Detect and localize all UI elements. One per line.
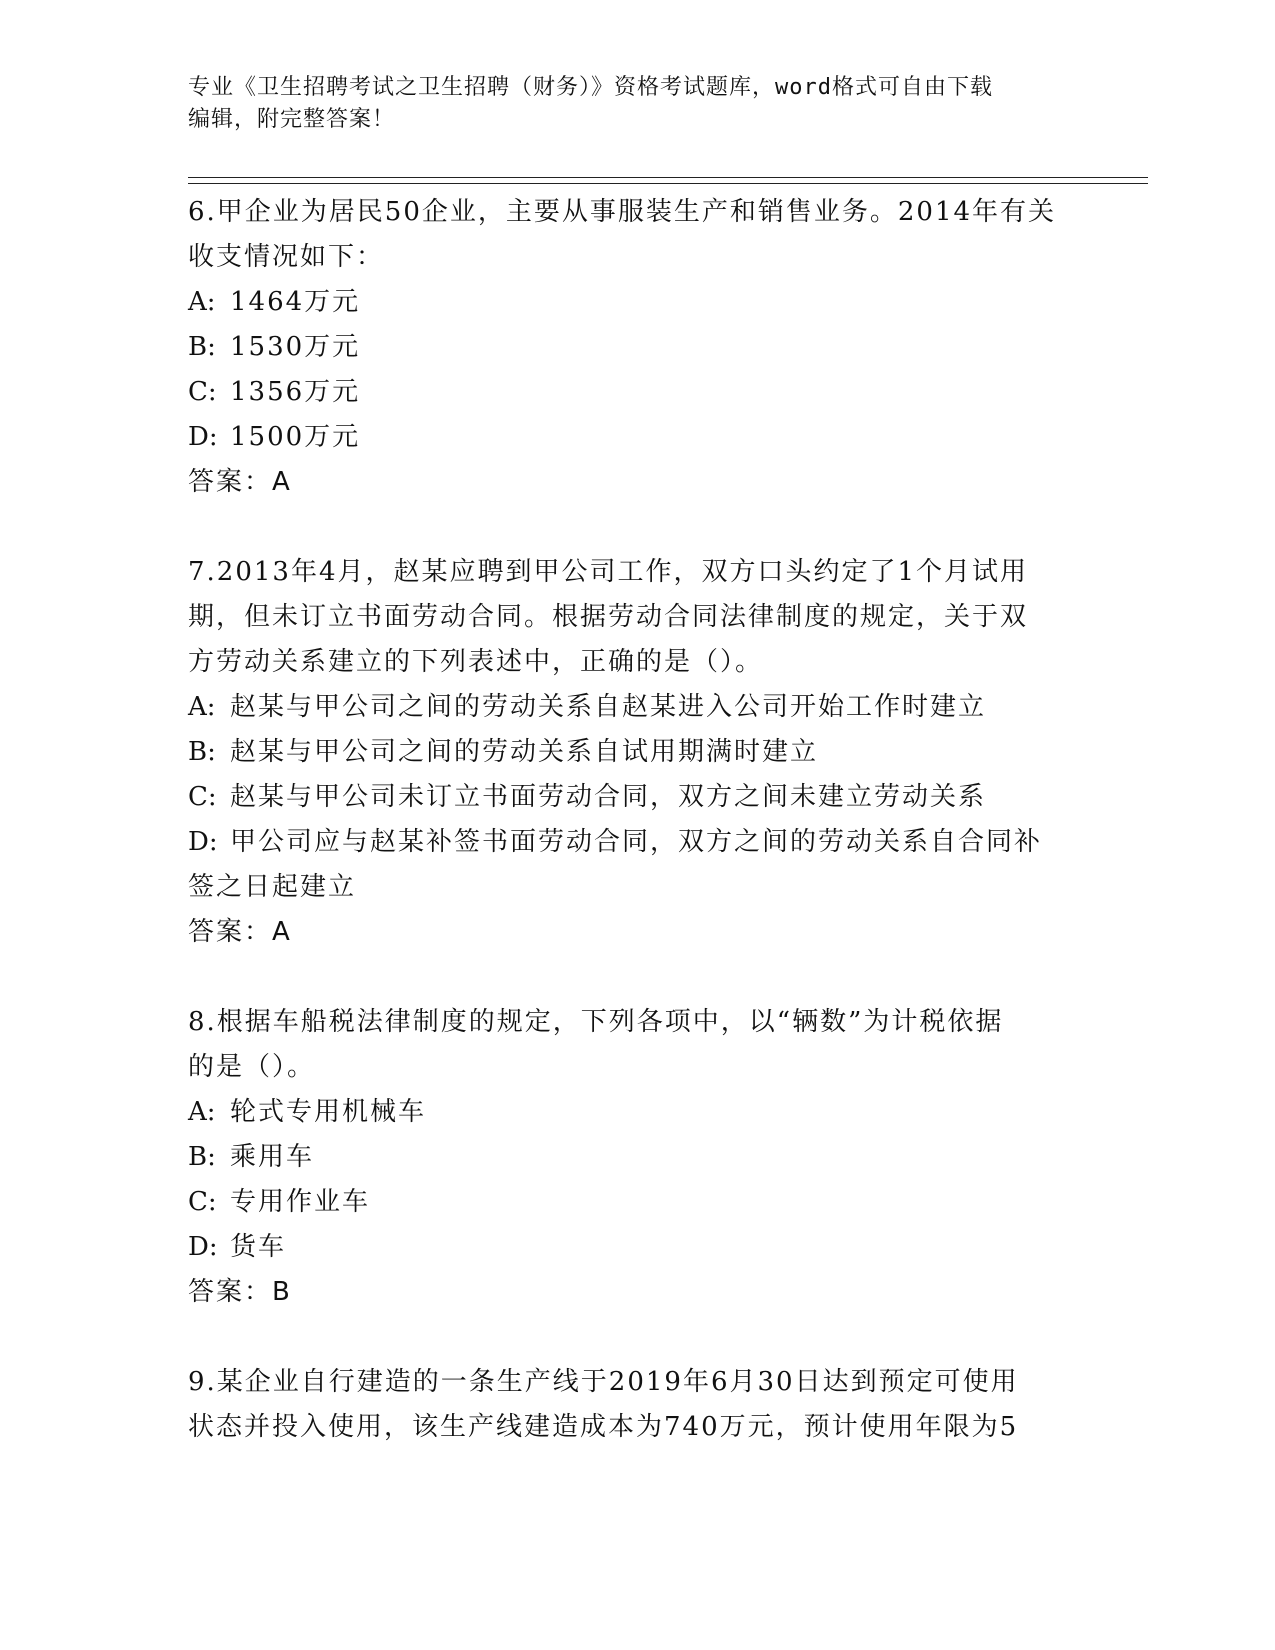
header-line-2: 编辑，附完整答案！ — [188, 107, 396, 132]
option-text: 1530万元 — [230, 332, 361, 362]
spacer — [188, 505, 1088, 550]
option-text: 1356万元 — [230, 377, 361, 407]
question-stem-line: 7.2013年4月，赵某应聘到甲公司工作，双方口头约定了1个月试用 — [188, 557, 1029, 587]
option-d — [188, 820, 1088, 865]
question-stem-line: 期，但未订立书面劳动合同。根据劳动合同法律制度的规定，关于双 — [188, 602, 1029, 632]
option-letter: C: — [188, 1187, 217, 1217]
answer-line: 答案：A — [188, 467, 292, 497]
option-c — [188, 775, 1088, 820]
question-stem-line: 状态并投入使用，该生产线建造成本为740万元，预计使用年限为5 — [188, 1412, 1019, 1442]
question-stem-line: 6.甲企业为居民50企业，主要从事服装生产和销售业务。2014年有关 — [188, 197, 1057, 227]
option-letter: D: — [188, 1232, 218, 1262]
option-text: 赵某与甲公司未订立书面劳动合同，双方之间未建立劳动关系 — [230, 782, 987, 812]
option-b — [188, 730, 1088, 775]
option-text: 轮式专用机械车 — [230, 1097, 427, 1127]
option-text: 货车 — [230, 1232, 287, 1262]
option-letter: A: — [188, 692, 216, 722]
spacer — [188, 1315, 1088, 1360]
option-b — [188, 325, 1088, 370]
question-list — [188, 190, 1088, 1450]
option-a — [188, 1090, 1088, 1135]
option-letter: C: — [188, 782, 217, 812]
option-a — [188, 685, 1088, 730]
question-stem-line: 的是（）。 — [188, 1052, 316, 1082]
option-text: 专用作业车 — [230, 1187, 371, 1217]
option-text: 甲公司应与赵某补签书面劳动合同，双方之间的劳动关系自合同补 — [230, 827, 1043, 857]
option-text: 1500万元 — [230, 422, 361, 452]
question-6 — [188, 190, 1088, 505]
option-text: 赵某与甲公司之间的劳动关系自赵某进入公司开始工作时建立 — [230, 692, 987, 722]
option-c — [188, 1180, 1088, 1225]
option-text: 1464万元 — [230, 287, 361, 317]
option-a — [188, 280, 1088, 325]
option-text: 赵某与甲公司之间的劳动关系自试用期满时建立 — [230, 737, 819, 767]
option-text: 乘用车 — [230, 1142, 315, 1172]
question-7 — [188, 550, 1088, 955]
option-letter: D: — [188, 827, 218, 857]
option-d — [188, 1225, 1088, 1270]
header-divider-bottom — [188, 183, 1148, 184]
question-stem-line: 方劳动关系建立的下列表述中，正确的是（）。 — [188, 647, 764, 677]
spacer — [188, 955, 1088, 1000]
option-d — [188, 415, 1088, 460]
option-letter: D: — [188, 422, 218, 452]
header-divider-top — [188, 177, 1148, 178]
option-letter: A: — [188, 287, 216, 317]
header-line-1: 专业《卫生招聘考试之卫生招聘（财务）》资格考试题库，word格式可自由下载 — [188, 75, 993, 100]
question-stem-line: 9.某企业自行建造的一条生产线于2019年6月30日达到预定可使用 — [188, 1367, 1019, 1397]
option-letter: B: — [188, 737, 216, 767]
answer-line: 答案：A — [188, 917, 292, 947]
question-9 — [188, 1360, 1088, 1450]
option-b — [188, 1135, 1088, 1180]
document-header — [188, 72, 1088, 136]
option-letter: A: — [188, 1097, 216, 1127]
question-stem-line: 收支情况如下： — [188, 242, 385, 272]
question-8 — [188, 1000, 1088, 1315]
option-d-continuation: 签之日起建立 — [188, 872, 357, 902]
question-stem-line: 8.根据车船税法律制度的规定，下列各项中，以“辆数”为计税依据 — [188, 1007, 1004, 1037]
option-letter: B: — [188, 1142, 216, 1172]
option-c — [188, 370, 1088, 415]
answer-line: 答案：B — [188, 1277, 292, 1307]
option-letter: C: — [188, 377, 217, 407]
option-letter: B: — [188, 332, 216, 362]
